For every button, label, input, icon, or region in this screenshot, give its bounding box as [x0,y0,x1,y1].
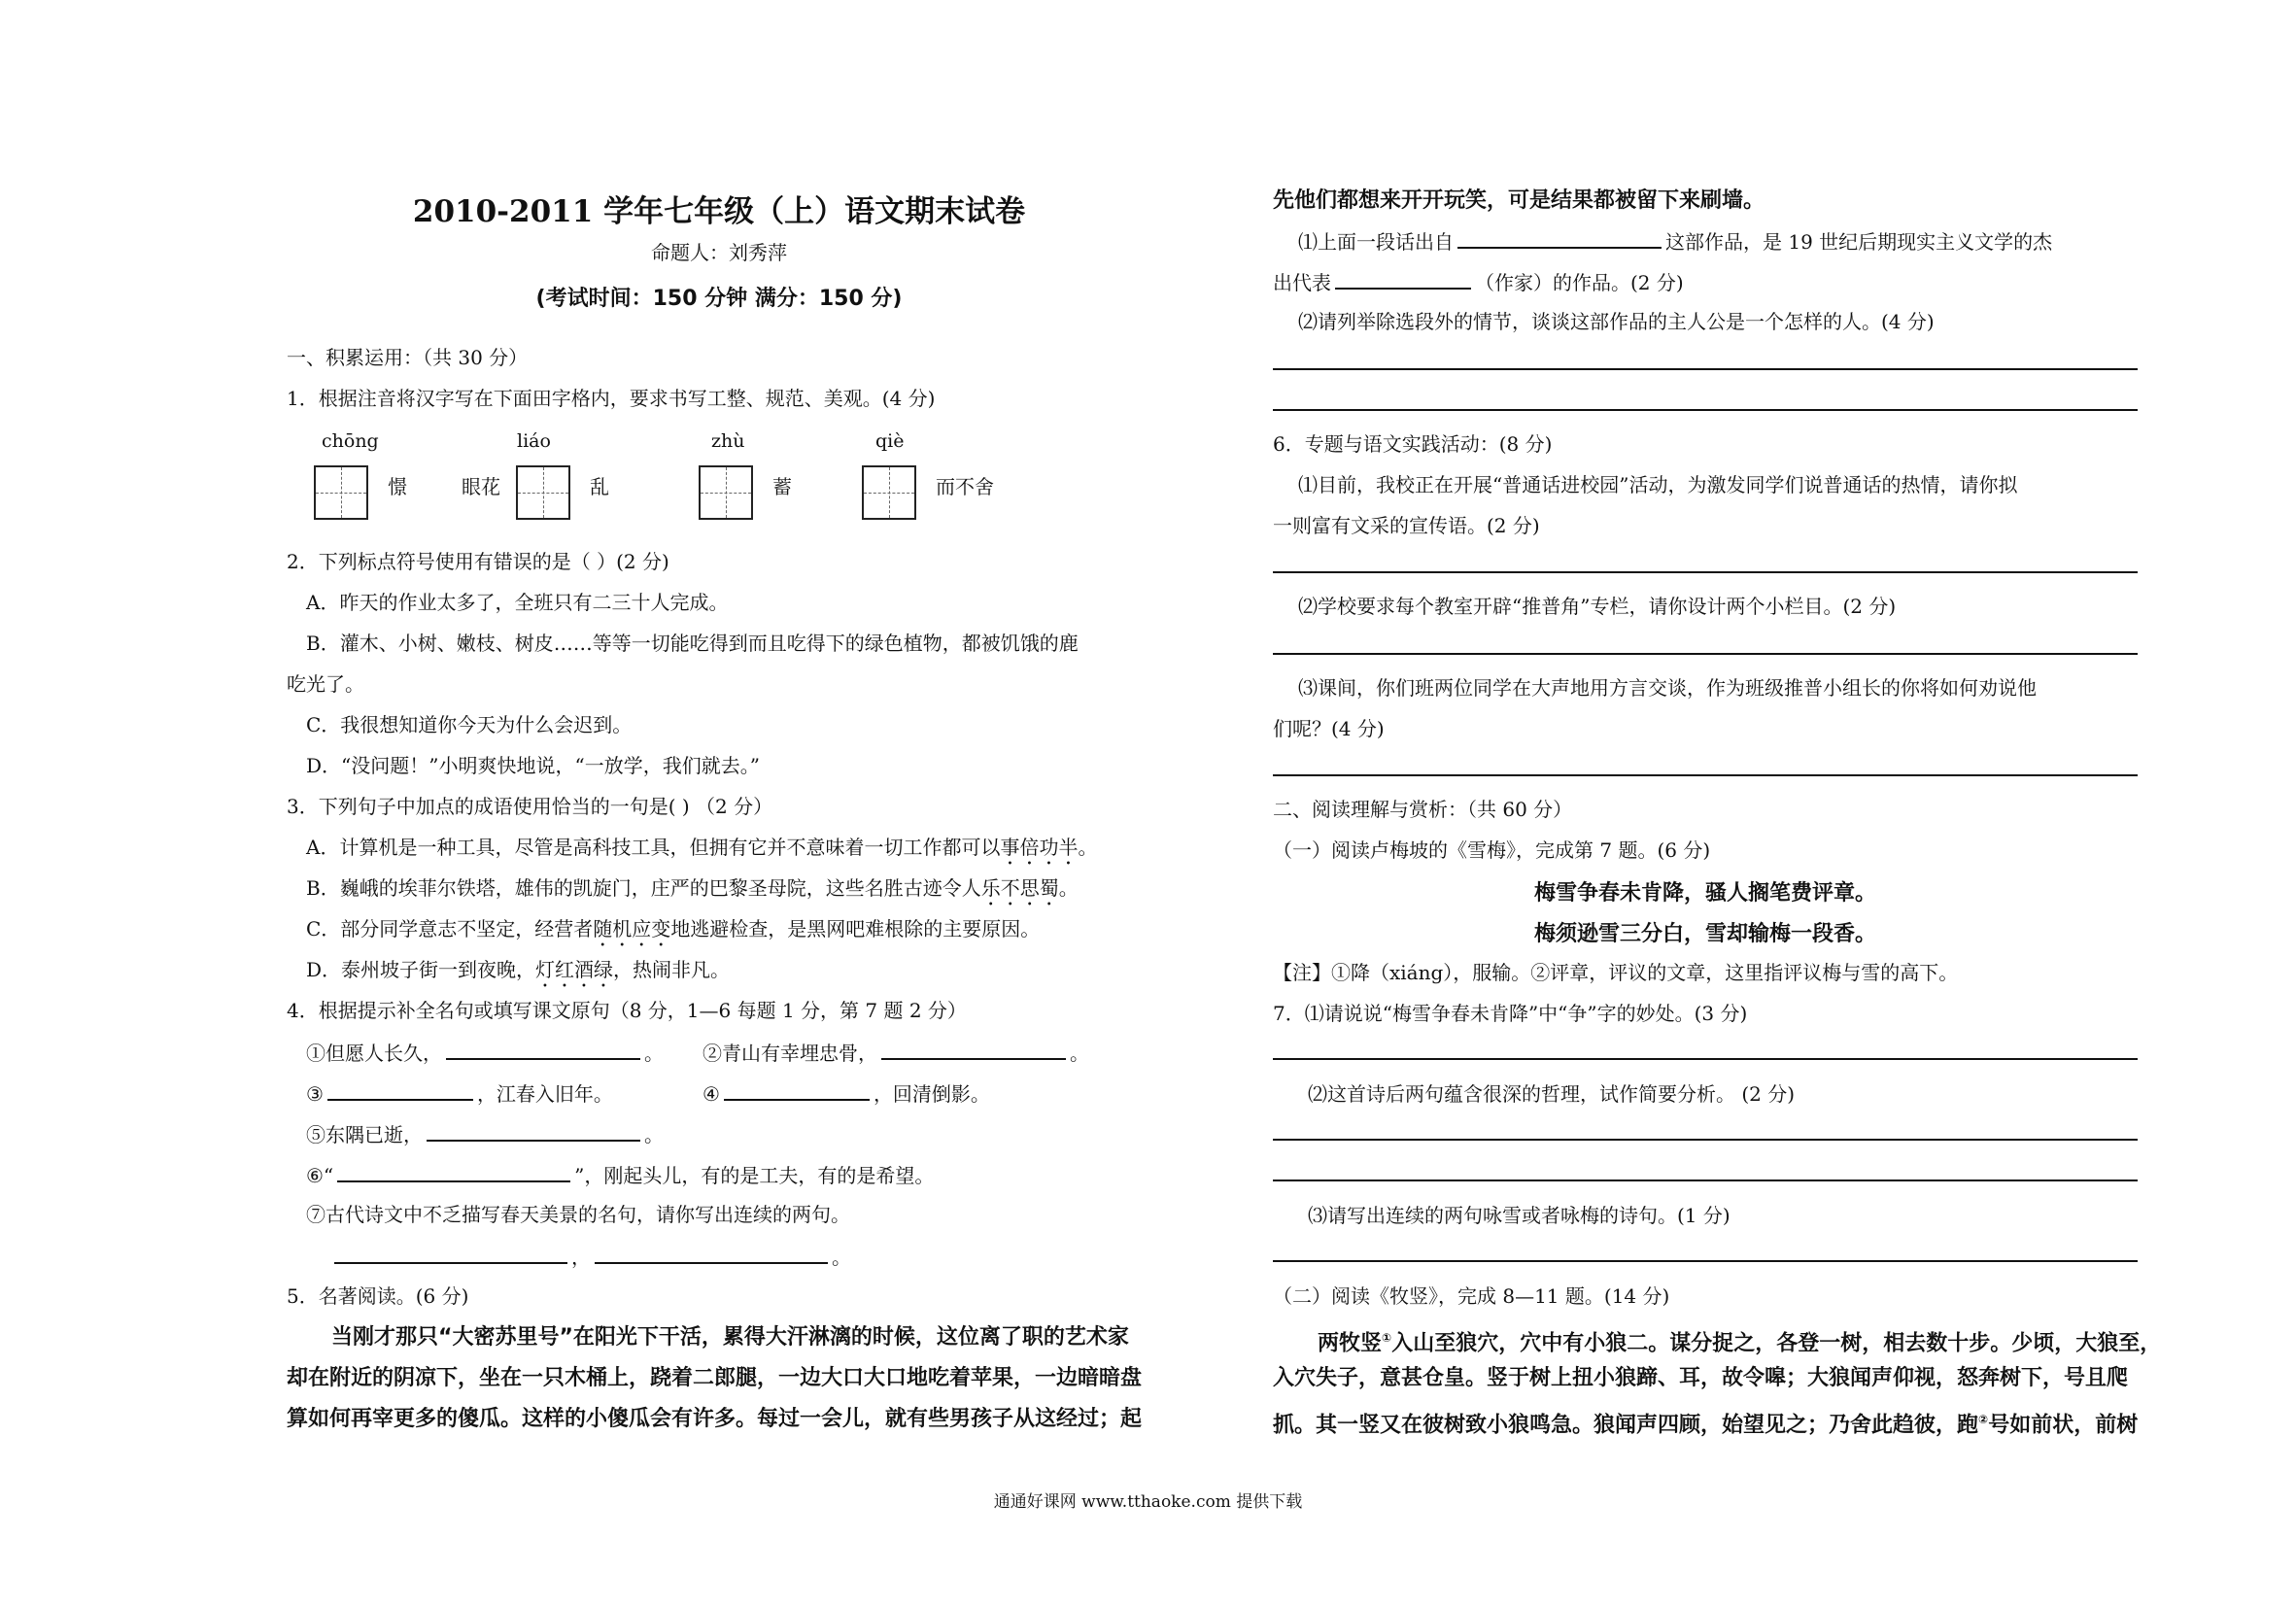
q4-item-7-blanks [330,1241,851,1272]
q5-text: 5．名著阅读。(6 分) [287,1284,469,1308]
grid-suffix-3: 蓄 [772,475,792,498]
mushu-line-1-a: 两牧竖 [1318,1331,1383,1356]
q4-item-3-label: ③ [306,1082,324,1106]
q5-sub-1-b: 这部作品，是 19 世纪后期现实主义文学的杰 [1665,230,2053,254]
pinyin-1: chōng [322,430,379,452]
grid-suffix-1: 憬 [388,475,407,498]
pinyin-4: qiè [875,430,905,452]
q4-item-2-label: ②青山有幸埋忠骨， [703,1042,877,1065]
pinyin-2: liáo [517,430,551,452]
q4-item-5 [306,1118,664,1149]
q4-item-6-label: ⑥“ [306,1164,334,1187]
answer-line[interactable] [1273,368,2138,370]
q7-sub-2: ⑵这首诗后两句蕴含很深的哲理，试作简要分析。 (2 分) [1308,1082,1796,1106]
q4-blank-3[interactable] [327,1077,473,1101]
answer-line[interactable] [1273,1058,2138,1060]
q4-blank-7b[interactable] [595,1241,828,1264]
answer-line[interactable] [1273,1139,2138,1141]
q5-sub-2: ⑵请列举除选段外的情节，谈谈这部作品的主人公是一个怎样的人。(4 分) [1298,310,1935,333]
q3-option-a [306,833,1097,870]
pinyin-3: zhù [711,430,745,452]
q4-blank-2[interactable] [881,1037,1066,1060]
q5-sub-1-cont [1273,266,1684,297]
poem-line-1: 梅雪争春未肯降，骚人搁笔费评章。 [1533,881,1876,906]
answer-line[interactable] [1273,774,2138,776]
q5-passage-line-3: 算如何再宰更多的傻瓜。这样的小傻瓜会有许多。每过一会儿，就有些男孩子从这经过；起 [287,1407,1143,1431]
q4-item-6-end: ”，刚起头儿，有的是工夫，有的是希望。 [574,1164,935,1187]
footnote-marker-2: ② [1978,1413,1989,1426]
q6-sub-3-cont: 们呢？(4 分) [1273,717,1385,740]
q4-item-3 [306,1077,613,1109]
q3-d-pre: D．泰州坡子街一到夜晚， [306,958,536,981]
q4-item-4 [703,1077,990,1109]
q2-option-b-cont: 吃光了。 [287,672,364,696]
mushu-line-1 [1318,1323,2161,1358]
q3-option-d [306,955,730,992]
q4-item-4-label: ④ [703,1082,720,1106]
q4-item-2-end: 。 [1070,1042,1089,1065]
q6-sub-1: ⑴目前，我校正在开展“普通话进校园”活动，为激发同学们说普通话的热情，请你拟 [1298,473,2018,496]
q2-text: 2．下列标点符号使用有错误的是（ ）(2 分) [287,550,669,573]
poem-line-2: 梅须逊雪三分白，雪却输梅一段香。 [1533,922,1876,946]
q4-item-3-end: ，江春入旧年。 [476,1082,613,1106]
q4-item-5-end: 。 [644,1123,664,1146]
grid-prefix-2: 眼花 [462,475,500,498]
q3-a-idiom: 事倍功半 [1000,836,1079,859]
q4-item-5-label: ⑤东隅已逝， [306,1123,423,1146]
q4-item-1 [306,1037,664,1068]
q7-sub-3: ⑶请写出连续的两句咏雪或者咏梅的诗句。(1 分) [1308,1204,1731,1227]
q4-item-7: ⑦古代诗文中不乏描写春天美景的名句，请你写出连续的两句。 [306,1203,850,1226]
writing-grid-2[interactable] [516,465,570,520]
q5-sub-1-a: ⑴上面一段话出自 [1298,230,1454,254]
reading-part-1: （一）阅读卢梅坡的《雪梅》，完成第 7 题。(6 分) [1273,838,1711,862]
q5-passage-line-1: 当刚才那只“大密苏里号”在阳光下干活，累得大汗淋漓的时候，这位离了职的艺术家 [331,1325,1129,1350]
answer-line[interactable] [1273,1180,2138,1181]
q4-blank-1[interactable] [446,1037,640,1060]
q2-option-a: A．昨天的作业太多了，全班只有二三十人完成。 [306,591,729,614]
q4-item-1-end: 。 [644,1042,664,1065]
q4-text: 4．根据提示补全名句或填写课文原句（8 分，1—6 每题 1 分，第 7 题 2 分） [287,999,967,1022]
q4-item-7-end: 。 [832,1246,851,1269]
answer-line[interactable] [1273,1260,2138,1262]
q3-c-post: 地逃避检查，是黑网吧难根除的主要原因。 [670,917,1041,940]
q3-a-post: 。 [1078,836,1098,859]
q4-item-2 [703,1037,1089,1068]
q2-option-d: D．“没问题！”小明爽快地说，“一放学，我们就去。” [306,754,760,777]
q5-passage-line-2: 却在附近的阴凉下，坐在一只木桶上，跷着二郎腿，一边大口大口地吃着苹果，一边暗暗盘 [287,1366,1143,1390]
grid-suffix-4: 而不舍 [936,475,994,498]
q4-item-7-comma: ， [571,1246,591,1269]
q2-option-b: B．灌木、小树、嫩枝、树皮……等等一切能吃得到而且吃得下的绿色植物，都被饥饿的鹿 [306,632,1079,655]
grid-suffix-2: 乱 [590,475,609,498]
writing-grid-1[interactable] [314,465,368,520]
footer-download-note: 通通好课网 www.tthaoke.com 提供下载 [993,1492,1303,1512]
q3-option-c [306,914,1040,951]
q4-blank-6[interactable] [337,1159,570,1182]
answer-line[interactable] [1273,409,2138,411]
q3-b-post: 。 [1058,876,1079,900]
q1-text: 1．根据注音将汉字写在下面田字格内，要求书写工整、规范、美观。(4 分) [287,387,936,410]
author-line: 命题人：刘秀萍 [651,241,787,264]
q7-sub-1: 7．⑴请说说“梅雪争春未肯降”中“争”字的妙处。(3 分) [1273,1002,1748,1025]
writing-grid-4[interactable] [862,465,916,520]
writing-grid-3[interactable] [699,465,753,520]
q5-blank-author[interactable] [1335,266,1471,290]
reading-part-2: （二）阅读《牧竖》，完成 8—11 题。(14 分) [1273,1284,1670,1308]
poem-note: 【注】①降（xiáng），服输。②评章，评议的文章，这里指评议梅与雪的高下。 [1273,961,1959,984]
answer-line[interactable] [1273,653,2138,655]
q6-sub-2: ⑵学校要求每个教室开辟“推普角”专栏，请你设计两个小栏目。(2 分) [1298,595,1897,618]
q6-sub-3: ⑶课间，你们班两位同学在大声地用方言交谈，作为班级推普小组长的你将如何劝说他 [1298,676,2037,700]
q3-d-post: ，热闹非凡。 [613,958,731,981]
q3-text: 3．下列句子中加点的成语使用恰当的一句是( ) （2 分） [287,795,773,818]
q5-sub-1-d: （作家）的作品。(2 分) [1475,271,1684,294]
q3-option-b [306,873,1079,910]
q3-b-idiom: 乐不思蜀 [980,876,1059,900]
mushu-line-3-b: 号如前状，前树 [1988,1413,2139,1438]
q3-a-pre: A．计算机是一种工具，尽管是高科技工具，但拥有它并不意味着一切工作都可以 [306,836,1001,859]
q6-text: 6．专题与语文实践活动：(8 分) [1273,432,1553,456]
q5-sub-1-c: 出代表 [1273,271,1331,294]
q4-item-6 [306,1159,934,1190]
exam-time: (考试时间：150 分钟 满分：150 分) [535,287,903,311]
page-title: 2010-2011 学年七年级（上）语文期末试卷 [412,194,1026,229]
mushu-line-1-b: 入山至狼穴，穴中有小狼二。谋分捉之，各登一树，相去数十步。少顷，大狼至， [1391,1331,2162,1356]
q2-option-c: C．我很想知道你今天为什么会迟到。 [306,713,633,736]
q5-sub-1 [1298,225,2052,256]
q4-blank-4[interactable] [724,1077,870,1101]
mushu-line-3 [1273,1405,2138,1440]
q3-c-idiom: 随机应变 [593,917,671,940]
q4-item-1-label: ①但愿人长久， [306,1042,442,1065]
q6-sub-1-cont: 一则富有文采的宣传语。(2 分) [1273,514,1540,537]
mushu-line-3-a: 抓。其一竖又在彼树致小狼鸣急。狼闻声四顾，始望见之；乃舍此趋彼，跑 [1273,1413,1979,1438]
section2-heading: 二、阅读理解与赏析：（共 60 分） [1273,798,1573,821]
q3-b-pre: B．巍峨的埃菲尔铁塔，雄伟的凯旋门，庄严的巴黎圣母院，这些名胜古迹令人 [306,876,981,900]
q4-item-4-end: ，回清倒影。 [873,1082,990,1106]
q4-blank-5[interactable] [427,1118,640,1142]
q4-blank-7a[interactable] [334,1241,567,1264]
answer-line[interactable] [1273,571,2138,573]
mushu-line-2: 入穴失子，意甚仓皇。竖于树上扭小狼蹄、耳，故令嗥；大狼闻声仰视，怒奔树下，号且爬 [1273,1366,2129,1390]
q3-c-pre: C．部分同学意志不坚定，经营者 [306,917,594,940]
q5-blank-work[interactable] [1457,225,1662,249]
q3-d-idiom: 灯红酒绿 [535,958,614,981]
q5-passage-line-4: 先他们都想来开开玩笑，可是结果都被留下来刷墙。 [1273,188,1765,213]
section1-heading: 一、积累运用：（共 30 分） [287,346,529,369]
footnote-marker-1: ① [1382,1331,1392,1345]
